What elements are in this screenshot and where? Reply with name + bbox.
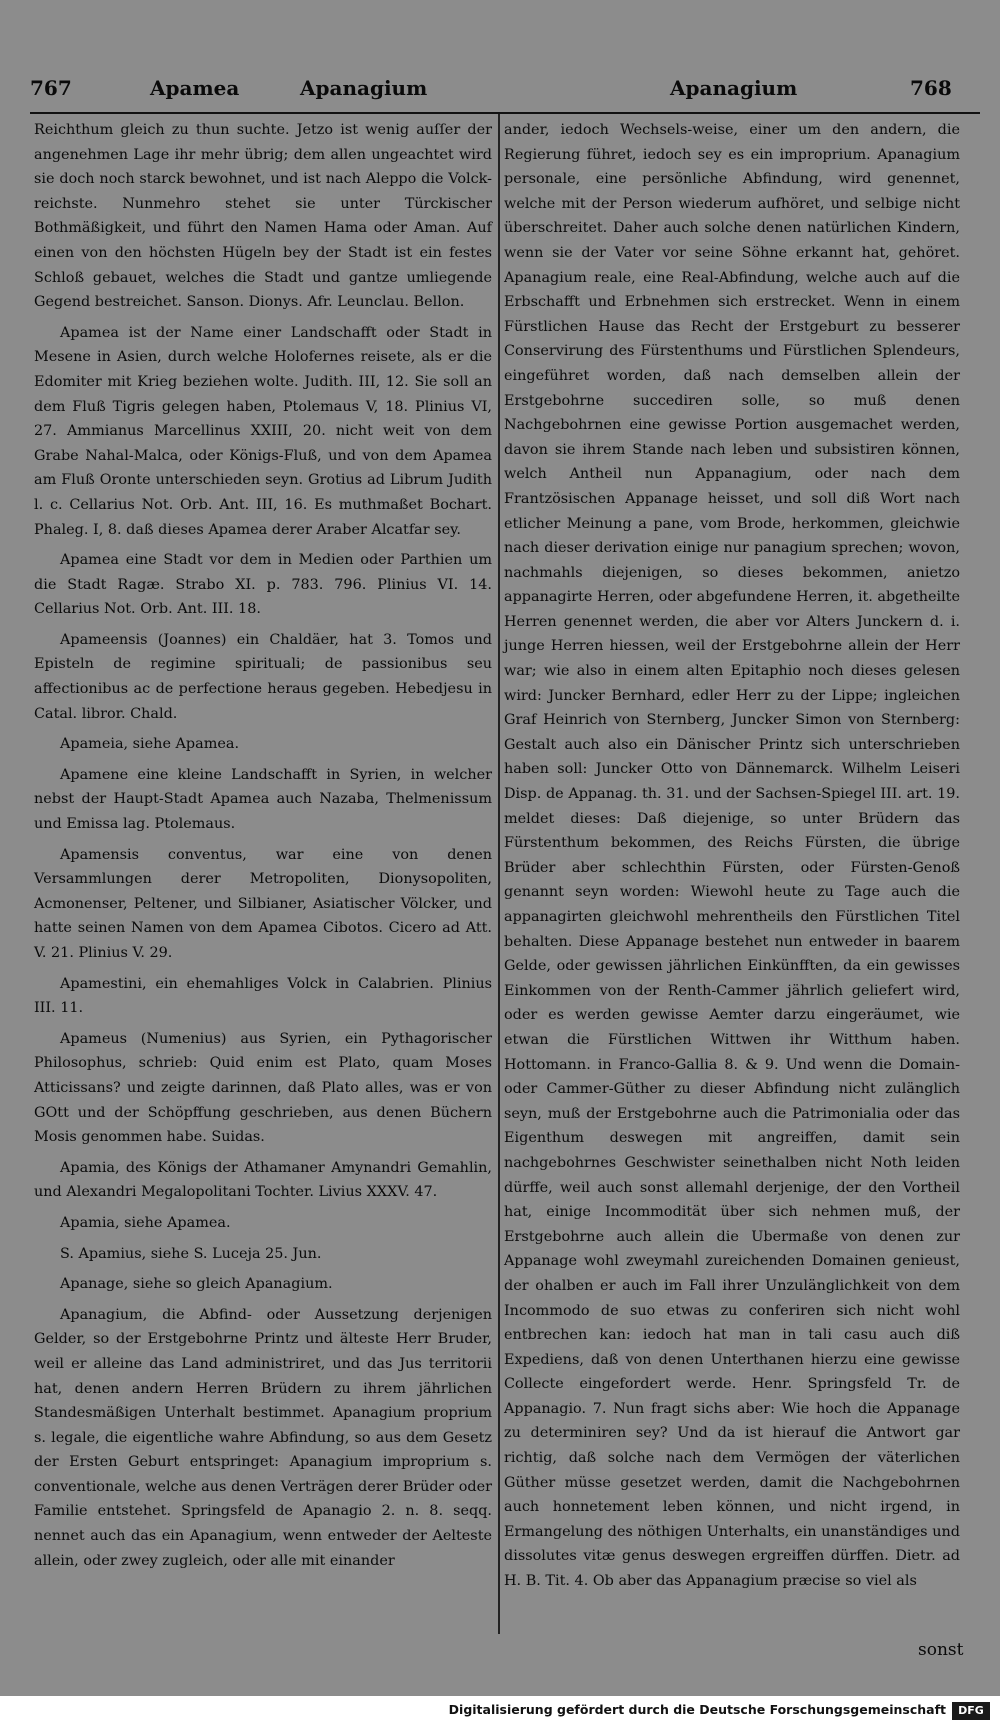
left-column bbox=[34, 118, 492, 1579]
paragraph: Apamensis conventus, war eine von denen Versammlungen derer Metropoliten, Dionysopoliten, Acmonenser, Peltener, und Silbianer, Asiatischer Völcker, und hatte seinen Namen von dem Apamea Cibotos. Cicero ad Att. V. 21. Plinius V. 29. bbox=[34, 846, 492, 961]
paragraph: Apamia, des Königs der Athamaner Amynandri Gemahlin, und Alexandri Megalopolitani Tochter. Livius XXXV. 47. bbox=[34, 1159, 492, 1201]
header-word-right: Apanagium bbox=[670, 76, 798, 100]
right-column bbox=[504, 118, 960, 1600]
column-divider bbox=[498, 114, 500, 1634]
page-number-right: 768 bbox=[910, 76, 952, 100]
header-word-left-1: Apamea bbox=[150, 76, 240, 100]
header-rule bbox=[30, 112, 980, 114]
header-word-left-2: Apanagium bbox=[300, 76, 428, 100]
page-number-left: 767 bbox=[30, 76, 72, 100]
catchword: sonst bbox=[918, 1640, 964, 1660]
paragraph: Apamea ist der Name einer Landschafft oder Stadt in Mesene in Asien, durch welche Holofernes reisete, als er die Edomiter mit Krieg beziehen wolte. Judith. III, 12. Sie soll an dem Fluß Tigris gelegen haben, Ptolemaus V, 18. Plinius VI, 27. Ammianus Marcellinus XXIII, 20. nicht weit von dem Grabe Nahal-Malca, oder Königs-Fluß, und von dem Apamea am Fluß Oronte unterschieden seyn. Grotius ad Librum Judith l. c. Cellarius Not. Orb. Ant. III, 16. Es muthmaßet Bochart. Phaleg. I, 8. daß dieses Apamea derer Araber Alcatfar sey. bbox=[34, 324, 492, 538]
paragraph: Apamea eine Stadt vor dem in Medien oder Parthien um die Stadt Ragæ. Strabo XI. p. 783. 796. Plinius VI. 14. Cellarius Not. Orb. Ant. III. 18. bbox=[34, 552, 492, 618]
paragraph: Apamene eine kleine Landschafft in Syrien, in welcher nebst der Haupt-Stadt Apamea auch Nazaba, Thelmenissum und Emissa lag. Ptolemaus. bbox=[34, 766, 492, 833]
paragraph: Apameensis (Joannes) ein Chaldäer, hat 3. Tomos und Episteln de regimine spirituali; de passionibus seu affectionibus ac de perfectione heraus gegeben. Hebedjesu in Catal. libror. Chald. bbox=[34, 631, 492, 722]
paragraph: Apanagium, die Abfind- oder Aussetzung derjenigen Gelder, so der Erstgebohrne Printz und älteste Herr Bruder, weil er alleine das Land administriret, und das Jus territorii hat, denen andern Herren Brüdern zu ihrem jährlichen Standesmäßigen Unterhalt bestimmet. Apanagium proprium s. legale, die eigentliche wahre Abfindung, so aus dem Gesetz der Ersten Geburt entspringet: Apanagium improprium s. conventionale, welche aus denen Verträgen derer Brüder oder Familie entstehet. Springsfeld de Apanagio 2. n. 8. seqq. nennet auch das ein Apanagium, wenn entweder der Aelteste allein, oder zwey zugleich, oder alle mit einander bbox=[34, 1306, 492, 1569]
dfg-logo: DFG bbox=[952, 1702, 990, 1720]
paragraph: S. Apamius, siehe S. Luceja 25. Jun. bbox=[60, 1245, 322, 1262]
footer-credit: Digitalisierung gefördert durch die Deutsche Forschungsgemeinschaft bbox=[448, 1702, 946, 1717]
paragraph: Reichthum gleich zu thun suchte. Jetzo ist wenig auſſer der angenehmen Lage ihr mehr übrig; dem allen ungeachtet wird sie doch noch starck bewohnet, und ist nach Aleppo die Volck-reichste. Nunmehro stehet sie unter Türckischer Bothmäßigkeit, und führt den Namen Hama oder Aman. Auf einen von den höchsten Hügeln bey der Stadt ist ein festes Schloß gebauet, welches die Stadt und gantze umliegende Gegend bestreichet. Sanson. Dionys. Afr. Leunclau. Bellon. bbox=[34, 122, 492, 311]
digitization-footer bbox=[0, 1696, 1000, 1726]
running-header bbox=[30, 76, 980, 110]
paragraph: Apameia, siehe Apamea. bbox=[60, 736, 240, 753]
paragraph: Apanage, siehe so gleich Apanagium. bbox=[60, 1276, 333, 1293]
paragraph: Apameus (Numenius) aus Syrien, ein Pythagorischer Philosophus, schrieb: Quid enim est Plato, quam Moses Atticissans? und zeigte darinnen, daß Plato alles, was er von GOtt und der Schöpffung geschrieben, aus denen Büchern Mosis genommen habe. Suidas. bbox=[34, 1030, 492, 1146]
paragraph: ander, iedoch Wechsels-weise, einer um den andern, die Regierung führet, iedoch sey es ein improprium. Apanagium personale, eine persönliche Abfindung, wird genennet, welche mit der Person wiederum aufhöret, und selbige nicht überschreitet. Daher auch solche denen natürlichen Kindern, wenn sie der Vater vor seine Söhne erkannt hat, gehöret. Apanagium reale, eine Real-Abfindung, welche auch auf die Erbschafft und Erbnehmen sich erstrecket. Wenn in einem Fürstlichen Hause das Recht der Erstgeburt zu besserer Conservirung des Fürstenthums und Fürstlichen Splendeurs, eingeführet worden, daß nach demselben allein der Erstgebohrne succediren solle, so muß denen Nachgebohrnen eine gewisse Portion ausgemachet werden, davon sie ihrem Stande nach leben und subsistiren können, welch Antheil nun Appanagium, oder nach dem Frantzösischen Appanage heisset, und soll diß Wort nach etlicher Meinung a pane, vom Brode, herkommen, gleichwie nach dieser derivation einige nur panagium sprechen; wovon, nachmahls diejenigen, so dieses bekommen, anietzo appanagirte Herren, oder abgefundene Herren, it. abgetheilte Herren genennet werden, die aber vor Alters Junckern d. i. junge Herren hiessen, weil der Erstgebohrne allein der Herr war; wie also in einem alten Epitaphio noch dieses gelesen wird: Juncker Bernhard, edler Herr zu der Lippe; ingleichen Graf Heinrich von Sternberg, Juncker Simon von Sternberg: Gestalt auch also ein Dänischer Printz sich unterschrieben haben soll: Juncker Otto von Dännemarck. Wilhelm Leiseri Disp. de Appanag. th. 31. und der Sachsen-Spiegel III. art. 19. meldet dieses: Daß diejenige, so unter Brüdern das Fürstenthum bekommen, des Reichs Fürsten, die übrige Brüder aber schlechthin Fürsten, oder Fürsten-Genoß genannt seyn worden: Wiewohl heute zu Tage auch die appanagirten gleichwohl mehrentheils den Fürstlichen Titel behalten. Diese Appanage bestehet nun entweder in baarem Gelde, oder gewissen jährlichen Einkünfften, da ein gewisses Einkommen von der Renth-Cammer jährlich geliefert wird, oder es werden gewisse Aemter darzu eingeräumet, wie etwan die Fürstlichen Wittwen ihr Witthum haben. Hottomann. in Franco-Gallia 8. & 9. Und wenn die Domain- oder Cammer-Güther zu dieser Abfindung nicht zulänglich seyn, muß der Erstgebohrne auch die Patrimonialia oder das Eigenthum deswegen mit angreiffen, damit sein nachgebohrnes Geschwister seinethalben nicht Noth leiden dürffe, weil auch sonst allemahl derjenige, der den Vortheil hat, einige Incommodität über sich nehmen muß, der Erstgebohrne auch allein die Ubermaße von denen zur Appanage wohl zweymahl zureichenden Domainen genieust, der ohalben er auch im Fall ihrer Unzulänglichkeit von dem Incommodo de suo etwas zu conferiren sich nicht wohl entbrechen kan: iedoch hat man in tali casu auch diß Expediens, daß von denen Unterthanen hierzu eine gewisse Collecte eingefordert werde. Henr. Springsfeld Tr. de Appanagio. 7. Nun fragt sichs aber: Wie hoch die Appanage zu determiniren sey? Und da ist hierauf die Antwort gar richtig, daß solche nach dem Vermögen der väterlichen Güther müsse gesetzet werden, damit die Nachgebohrnen auch honnetement leben können, und nicht irgend, in Ermangelung des nöthigen Unterhalts, ein unanständiges und dissolutes vitæ genus deswegen ergreiffen dürffen. Dietr. ad H. B. Tit. 4. Ob aber das Appanagium præcise so viel als bbox=[504, 122, 960, 1590]
paragraph: Apamestini, ein ehemahliges Volck in Calabrien. Plinius III. 11. bbox=[34, 975, 492, 1017]
paragraph: Apamia, siehe Apamea. bbox=[60, 1214, 231, 1231]
